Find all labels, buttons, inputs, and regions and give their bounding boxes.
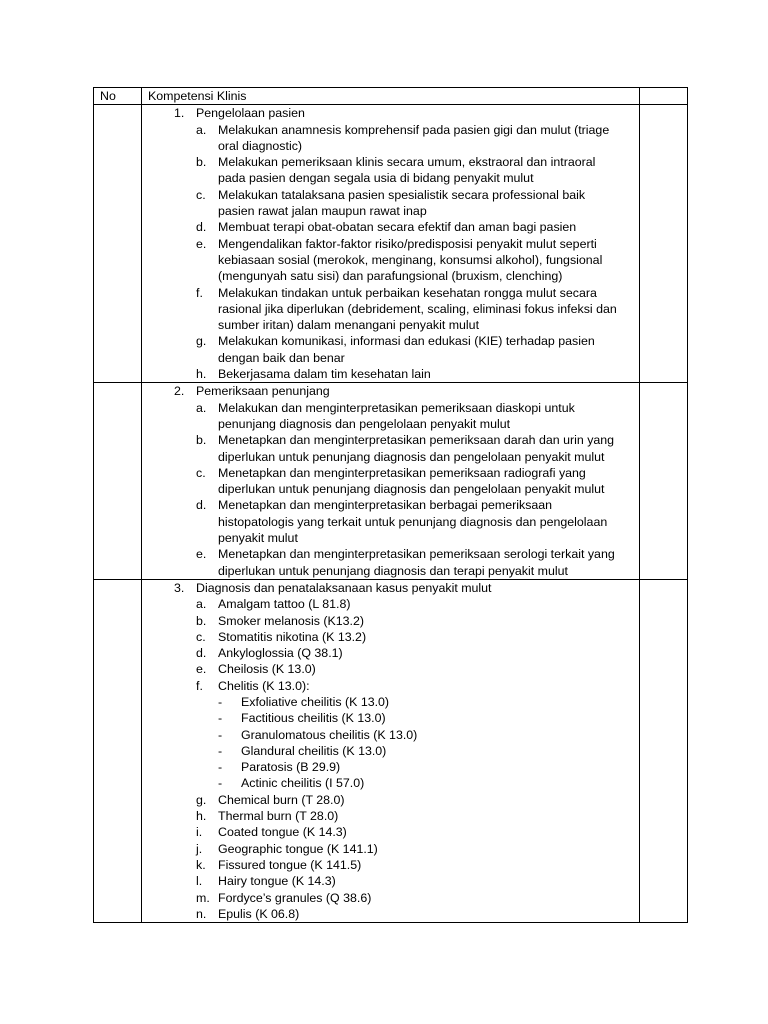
list-item-line bbox=[142, 122, 639, 138]
list-item-line bbox=[142, 857, 639, 873]
item-text: Menetapkan dan menginterpretasikan pemeriksaan darah dan urin yang bbox=[218, 433, 615, 448]
item-text: Bekerjasama dalam tim kesehatan lain bbox=[218, 367, 431, 382]
item-text: Stomatitis nikotina (K 13.2) bbox=[218, 629, 367, 644]
list-item-line bbox=[142, 170, 639, 186]
list-item-line bbox=[142, 530, 639, 546]
item-text: Chemical burn (T 28.0) bbox=[218, 792, 345, 807]
item-letter: d. bbox=[196, 498, 207, 513]
item-letter: e. bbox=[196, 662, 207, 677]
section-heading bbox=[142, 383, 639, 399]
competency-cell bbox=[142, 579, 640, 922]
list-item-line bbox=[142, 629, 639, 645]
blank-cell bbox=[640, 383, 688, 580]
item-text: Epulis (K 06.8) bbox=[218, 906, 300, 921]
blank-cell bbox=[640, 105, 688, 383]
item-letter: d. bbox=[196, 646, 207, 661]
section-title: Diagnosis dan penatalaksanaan kasus penyakit mulut bbox=[196, 580, 492, 595]
item-letter: g. bbox=[196, 792, 207, 807]
item-text: Membuat terapi obat-obatan secara efektif dan aman bagi pasien bbox=[218, 220, 577, 235]
item-text: Melakukan pemeriksaan klinis secara umum, ekstraoral dan intraoral bbox=[218, 155, 596, 170]
item-text: pasien rawat jalan maupun rawat inap bbox=[218, 204, 427, 219]
section-row bbox=[94, 383, 688, 580]
list-item-line bbox=[142, 890, 639, 906]
dash-bullet: - bbox=[218, 776, 223, 791]
item-text: Coated tongue (K 14.3) bbox=[218, 825, 347, 840]
item-text: Menetapkan dan menginterpretasikan pemeriksaan serologi terkait yang bbox=[218, 547, 615, 562]
list-item-line bbox=[142, 138, 639, 154]
list-item-line bbox=[142, 350, 639, 366]
item-letter: e. bbox=[196, 236, 207, 251]
item-letter: b. bbox=[196, 155, 207, 170]
header-blank bbox=[640, 88, 688, 105]
item-text: Hairy tongue (K 14.3) bbox=[218, 874, 336, 889]
sub-item-text: Glandural cheilitis (K 13.0) bbox=[241, 743, 387, 758]
item-text: Ankyloglossia (Q 38.1) bbox=[218, 646, 343, 661]
section-number: 3. bbox=[174, 580, 185, 595]
list-item-line bbox=[142, 301, 639, 317]
header-competency: Kompetensi Klinis bbox=[142, 88, 640, 105]
list-item-line bbox=[142, 824, 639, 840]
no-cell bbox=[94, 579, 142, 922]
competency-cell bbox=[142, 105, 640, 383]
item-text: Menetapkan dan menginterpretasikan berbagai pemeriksaan bbox=[218, 498, 553, 513]
item-letter: e. bbox=[196, 547, 207, 562]
list-item-line bbox=[142, 252, 639, 268]
no-cell bbox=[94, 383, 142, 580]
dash-bullet: - bbox=[218, 694, 223, 709]
list-item-line bbox=[142, 268, 639, 284]
dash-bullet: - bbox=[218, 743, 223, 758]
item-letter: g. bbox=[196, 334, 207, 349]
item-text: pada pasien dengan segala usia di bidang penyakit mulut bbox=[218, 171, 534, 186]
list-item-line bbox=[142, 613, 639, 629]
list-item-line bbox=[142, 906, 639, 922]
item-letter: a. bbox=[196, 400, 207, 415]
sub-item-line bbox=[142, 743, 639, 759]
list-item-line bbox=[142, 481, 639, 497]
item-letter: d. bbox=[196, 220, 207, 235]
section-title: Pemeriksaan penunjang bbox=[196, 384, 330, 399]
item-letter: b. bbox=[196, 433, 207, 448]
item-text: kebiasaan sosial (merokok, menginang, konsumsi alkohol), fungsional bbox=[218, 252, 603, 267]
item-text: Melakukan anamnesis komprehensif pada pasien gigi dan mulut (triage bbox=[218, 122, 610, 137]
list-item-line bbox=[142, 187, 639, 203]
list-item-line bbox=[142, 596, 639, 612]
list-item-line bbox=[142, 808, 639, 824]
list-item-line bbox=[142, 317, 639, 333]
item-text: penunjang diagnosis dan pengelolaan penyakit mulut bbox=[218, 416, 511, 431]
list-item-line bbox=[142, 514, 639, 530]
item-text: Amalgam tattoo (L 81.8) bbox=[218, 597, 351, 612]
sub-item-line bbox=[142, 694, 639, 710]
item-text: oral diagnostic) bbox=[218, 138, 303, 153]
item-letter: b. bbox=[196, 613, 207, 628]
header-row bbox=[94, 88, 688, 105]
list-item-line bbox=[142, 400, 639, 416]
item-letter: n. bbox=[196, 906, 207, 921]
section-row bbox=[94, 105, 688, 383]
item-text: penyakit mulut bbox=[218, 531, 298, 546]
sub-item-text: Factitious cheilitis (K 13.0) bbox=[241, 711, 386, 726]
section-heading bbox=[142, 105, 639, 121]
list-item-line bbox=[142, 333, 639, 349]
item-text: diperlukan untuk penunjang diagnosis dan terapi penyakit mulut bbox=[218, 563, 568, 578]
list-item-line bbox=[142, 792, 639, 808]
section-heading bbox=[142, 580, 639, 596]
item-text: Melakukan tindakan untuk perbaikan kesehatan rongga mulut secara bbox=[218, 285, 597, 300]
list-item-line bbox=[142, 841, 639, 857]
sub-item-line bbox=[142, 759, 639, 775]
dash-bullet: - bbox=[218, 760, 223, 775]
sub-item-line bbox=[142, 727, 639, 743]
list-item-line bbox=[142, 416, 639, 432]
item-letter: i. bbox=[196, 825, 203, 840]
list-item-line bbox=[142, 236, 639, 252]
item-text: Melakukan komunikasi, informasi dan edukasi (KIE) terhadap pasien bbox=[218, 334, 595, 349]
dash-bullet: - bbox=[218, 727, 223, 742]
sub-item-line bbox=[142, 710, 639, 726]
item-text: Melakukan dan menginterpretasikan pemeriksaan diaskopi untuk bbox=[218, 400, 575, 415]
item-text: Smoker melanosis (K13.2) bbox=[218, 613, 364, 628]
item-text: Thermal burn (T 28.0) bbox=[218, 809, 339, 824]
item-text: Chelitis (K 13.0): bbox=[218, 678, 310, 693]
list-item-line bbox=[142, 219, 639, 235]
list-item-line bbox=[142, 645, 639, 661]
item-letter: c. bbox=[196, 187, 206, 202]
item-letter: h. bbox=[196, 809, 207, 824]
table-body bbox=[94, 88, 688, 923]
sub-item-text: Granulomatous cheilitis (K 13.0) bbox=[241, 727, 418, 742]
section-row bbox=[94, 579, 688, 922]
item-text: diperlukan untuk penunjang diagnosis dan pengelolaan penyakit mulut bbox=[218, 482, 605, 497]
list-item-line bbox=[142, 366, 639, 382]
list-item-line bbox=[142, 678, 639, 694]
list-item-line bbox=[142, 873, 639, 889]
item-text: Fissured tongue (K 141.5) bbox=[218, 857, 362, 872]
list-item-line bbox=[142, 154, 639, 170]
item-letter: m. bbox=[196, 890, 210, 905]
item-text: diperlukan untuk penunjang diagnosis dan pengelolaan penyakit mulut bbox=[218, 449, 605, 464]
dash-bullet: - bbox=[218, 711, 223, 726]
list-item-line bbox=[142, 203, 639, 219]
blank-cell bbox=[640, 579, 688, 922]
sub-item-text: Actinic cheilitis (I 57.0) bbox=[241, 776, 365, 791]
item-letter: k. bbox=[196, 857, 206, 872]
item-text: Fordyce’s granules (Q 38.6) bbox=[218, 890, 372, 905]
item-letter: f. bbox=[196, 678, 203, 693]
item-text: Menetapkan dan menginterpretasikan pemeriksaan radiografi yang bbox=[218, 465, 586, 480]
item-letter: a. bbox=[196, 122, 207, 137]
item-letter: c. bbox=[196, 465, 206, 480]
item-text: sumber iritan) dalam menangani penyakit mulut bbox=[218, 318, 480, 333]
item-letter: c. bbox=[196, 629, 206, 644]
sub-item-line bbox=[142, 775, 639, 791]
list-item-line bbox=[142, 285, 639, 301]
item-text: Geographic tongue (K 141.1) bbox=[218, 841, 378, 856]
item-letter: f. bbox=[196, 285, 203, 300]
no-cell bbox=[94, 105, 142, 383]
item-text: dengan baik dan benar bbox=[218, 350, 345, 365]
item-text: Mengendalikan faktor-faktor risiko/predisposisi penyakit mulut seperti bbox=[218, 236, 597, 251]
sub-item-text: Paratosis (B 29.9) bbox=[241, 760, 341, 775]
list-item-line bbox=[142, 449, 639, 465]
section-number: 2. bbox=[174, 384, 185, 399]
header-no: No bbox=[94, 88, 142, 105]
list-item-line bbox=[142, 497, 639, 513]
list-item-line bbox=[142, 563, 639, 579]
item-text: Melakukan tatalaksana pasien spesialistik secara professional baik bbox=[218, 187, 586, 202]
item-letter: j. bbox=[196, 841, 203, 856]
item-text: (mengunyah satu sisi) dan parafungsional (bruxism, clenching) bbox=[218, 269, 563, 284]
section-number: 1. bbox=[174, 106, 185, 121]
sub-item-text: Exfoliative cheilitis (K 13.0) bbox=[241, 694, 390, 709]
list-item-line bbox=[142, 546, 639, 562]
item-letter: l. bbox=[196, 874, 203, 889]
item-text: rasional jika diperlukan (debridement, scaling, eliminasi fokus infeksi dan bbox=[218, 301, 617, 316]
section-title: Pengelolaan pasien bbox=[196, 106, 305, 121]
competency-table bbox=[93, 87, 688, 923]
list-item-line bbox=[142, 432, 639, 448]
item-text: histopatologis yang terkait untuk penunjang diagnosis dan pengelolaan bbox=[218, 514, 608, 529]
item-text: Cheilosis (K 13.0) bbox=[218, 662, 316, 677]
competency-cell bbox=[142, 383, 640, 580]
item-letter: h. bbox=[196, 367, 207, 382]
list-item-line bbox=[142, 661, 639, 677]
item-letter: a. bbox=[196, 597, 207, 612]
list-item-line bbox=[142, 465, 639, 481]
